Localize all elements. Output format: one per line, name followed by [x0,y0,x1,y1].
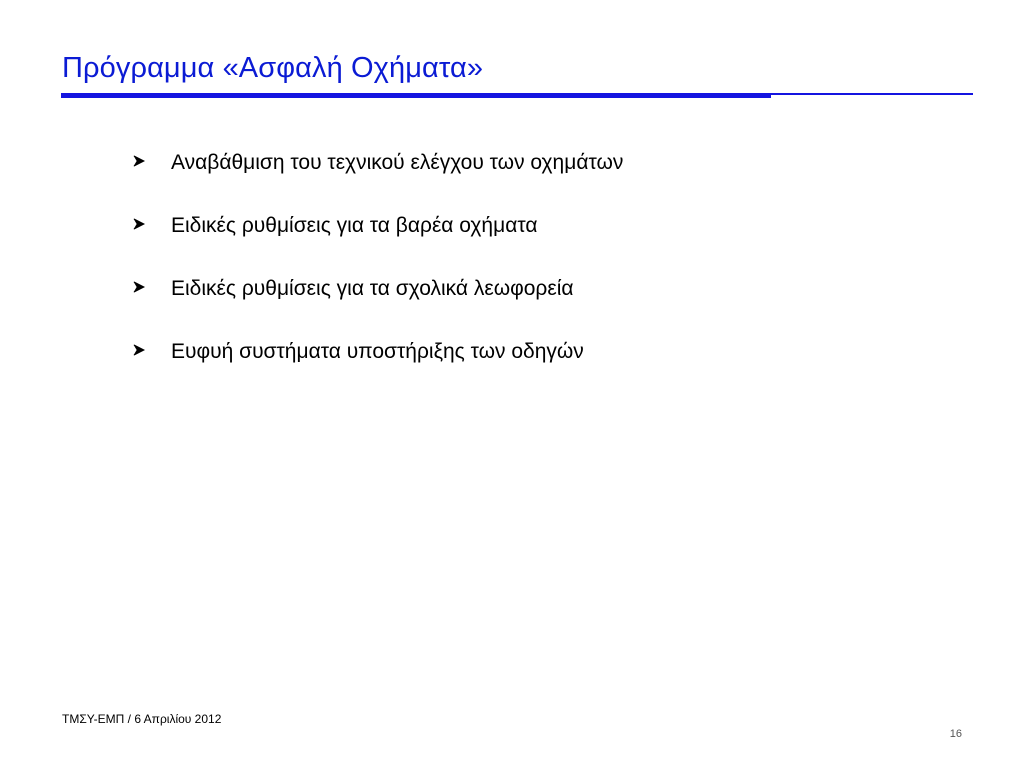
page-number: 16 [949,728,962,740]
bullet-item [133,337,623,400]
bullet-text: Ειδικές ρυθμίσεις για τα σχολικά λεωφορεία [171,277,574,300]
footer-text: ΤΜΣΥ-ΕΜΠ / 6 Απριλίου 2012 [62,712,222,726]
bullet-item [133,211,623,274]
bullet-text: Αναβάθμιση του τεχνικού ελέγχου των οχημάτων [171,151,624,174]
arrow-bullet-icon [133,337,171,356]
arrow-bullet-icon [133,211,171,230]
arrow-bullet-icon [133,148,171,167]
bullet-item [133,148,623,211]
bullet-text: Ευφυή συστήματα υποστήριξης των οδηγών [171,340,584,363]
arrow-bullet-icon [133,274,171,293]
bullet-item [133,274,623,337]
title-underline-thick [61,93,771,98]
slide-title: Πρόγραμμα «Ασφαλή Οχήματα» [62,52,484,84]
bullet-list [133,148,623,400]
bullet-text: Ειδικές ρυθμίσεις για τα βαρέα οχήματα [171,214,538,237]
title-underline-thin [771,93,973,95]
